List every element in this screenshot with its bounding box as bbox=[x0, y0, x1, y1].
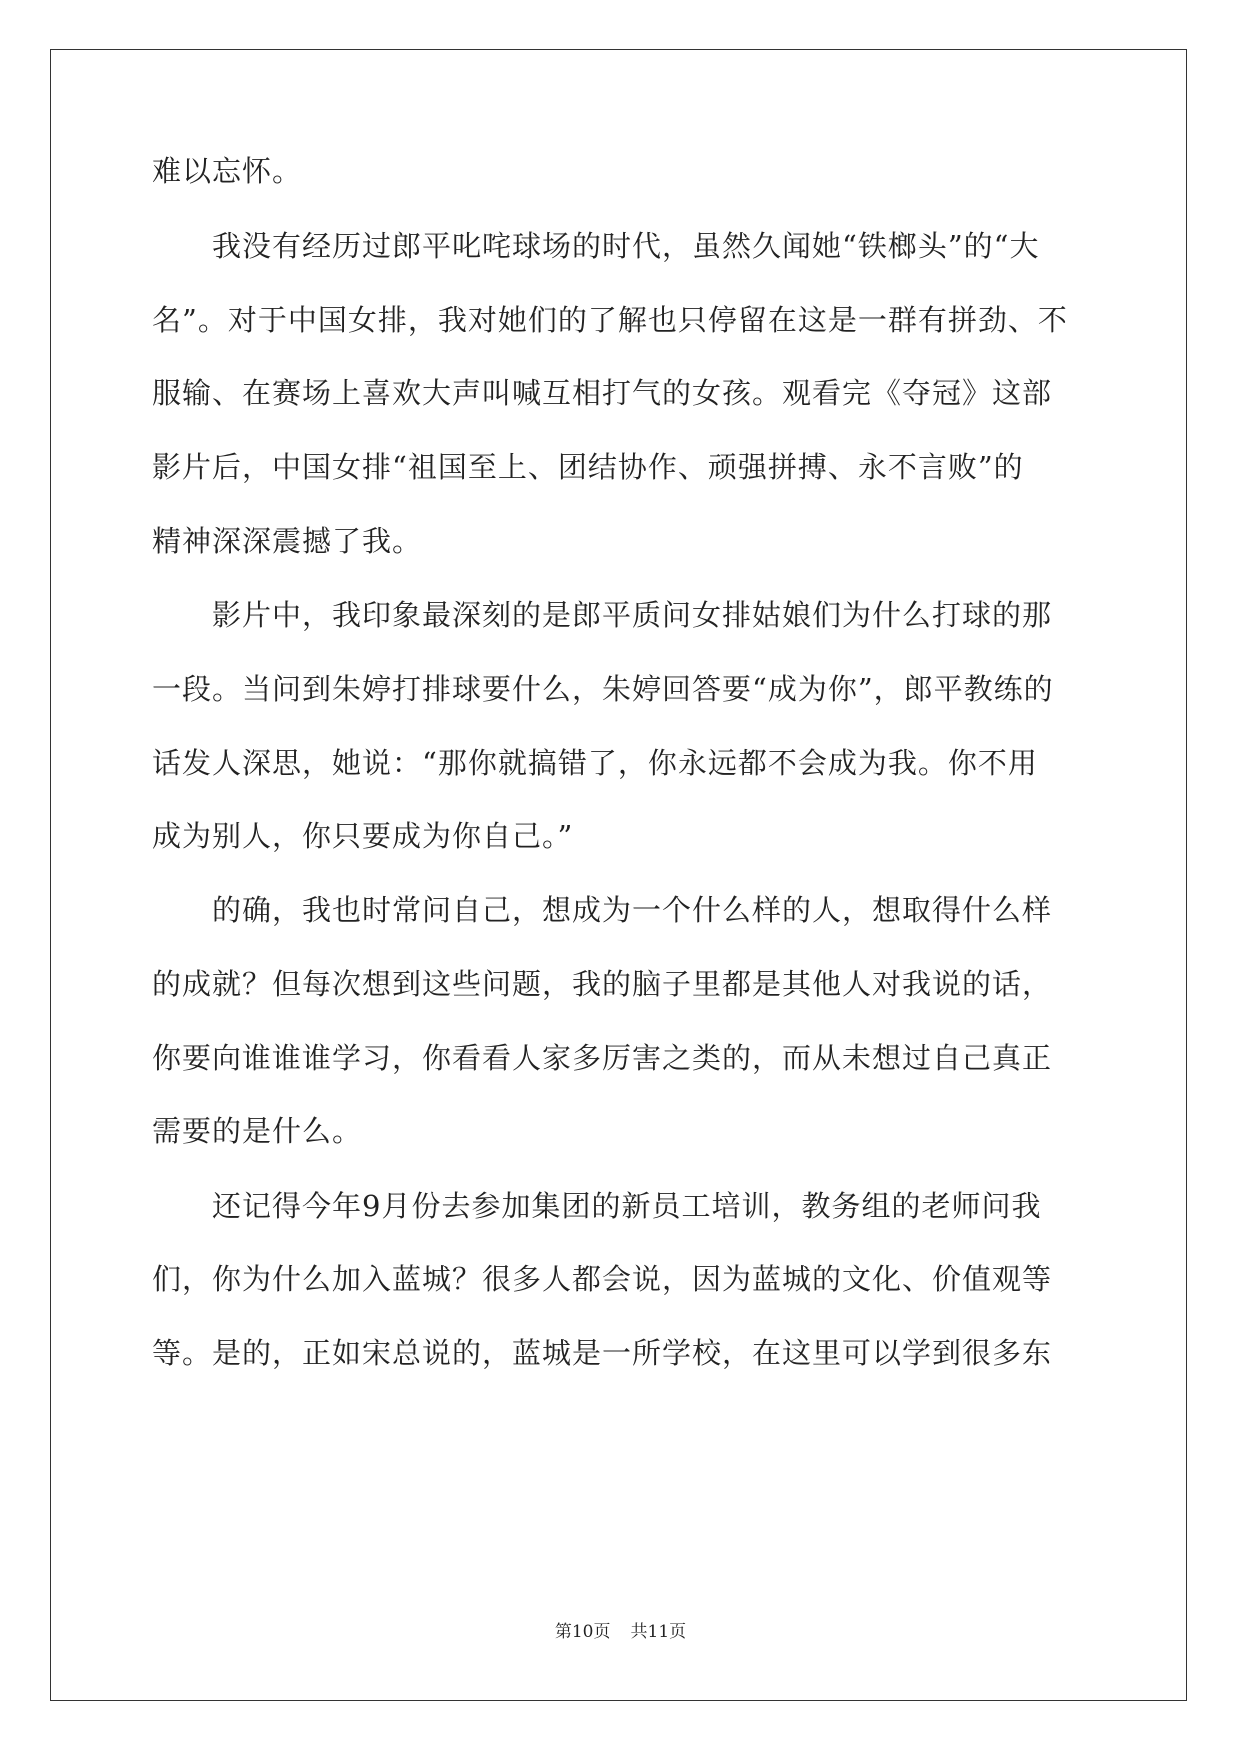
text-line: 的成就？但每次想到这些问题，我的脑子里都是其他人对我说的话， bbox=[152, 967, 1053, 1001]
text-line: 们，你为什么加入蓝城？很多人都会说，因为蓝城的文化、价值观等 bbox=[152, 1262, 1053, 1296]
text-line: 成为别人，你只要成为你自己。” bbox=[152, 819, 574, 853]
text-line: 名”。对于中国女排，我对她们的了解也只停留在这是一群有拼劲、不 bbox=[152, 303, 1068, 337]
text-line: 还记得今年9月份去参加集团的新员工培训，教务组的老师问我 bbox=[152, 1189, 1042, 1223]
text-line: 我没有经历过郎平叱咤球场的时代，虽然久闻她“铁榔头”的“大 bbox=[152, 229, 1040, 263]
text-line: 精神深深震撼了我。 bbox=[152, 524, 423, 558]
text-line: 的确，我也时常问自己，想成为一个什么样的人，想取得什么样 bbox=[152, 893, 1053, 927]
text-line: 服输、在赛场上喜欢大声叫喊互相打气的女孩。观看完《夺冠》这部 bbox=[152, 376, 1053, 410]
page-footer bbox=[0, 1620, 1241, 1644]
page-number-current: 第10页 bbox=[554, 1622, 611, 1642]
text-line: 你要向谁谁谁学习，你看看人家多厉害之类的，而从未想过自己真正 bbox=[152, 1041, 1053, 1075]
page-number-total: 共11页 bbox=[630, 1622, 687, 1642]
text-line: 影片后，中国女排“祖国至上、团结协作、顽强拼搏、永不言败”的 bbox=[152, 450, 1024, 484]
text-line: 难以忘怀。 bbox=[152, 154, 303, 188]
text-line: 一段。当问到朱婷打排球要什么，朱婷回答要“成为你”，郎平教练的 bbox=[152, 672, 1054, 706]
text-line: 等。是的，正如宋总说的，蓝城是一所学校，在这里可以学到很多东 bbox=[152, 1336, 1053, 1370]
page-border bbox=[50, 49, 1187, 1701]
text-line: 需要的是什么。 bbox=[152, 1114, 363, 1148]
text-line: 话发人深思，她说：“那你就搞错了，你永远都不会成为我。你不用 bbox=[152, 746, 1038, 780]
text-line: 影片中，我印象最深刻的是郎平质问女排姑娘们为什么打球的那 bbox=[152, 598, 1053, 632]
